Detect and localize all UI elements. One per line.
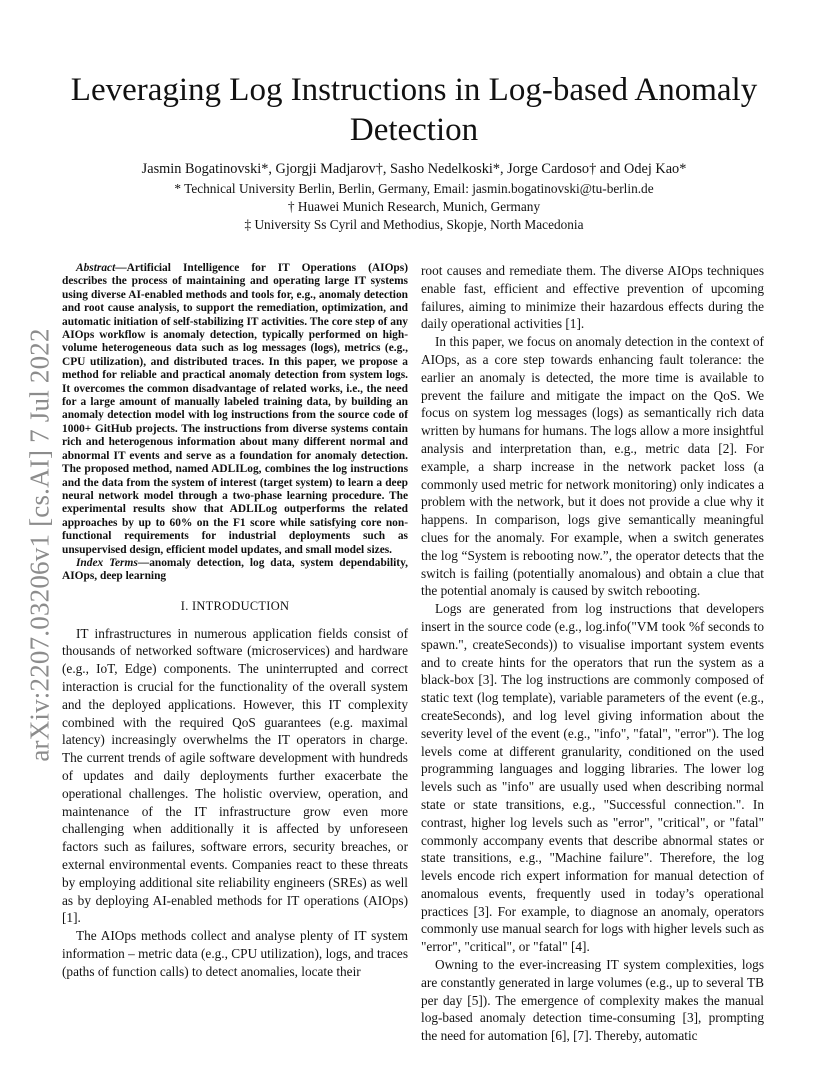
right-column (421, 262, 764, 1045)
arxiv-identifier-text: arXiv:2207.03206v1 [cs.AI] 7 Jul 2022 (24, 328, 55, 762)
abstract-text: —Artificial Intelligence for IT Operations (AIOps) describes the process of maintaining and operating large IT systems using diverse AI-enabled methods and tools for, e.g., anomaly detection and root cause analysis, to support the remediation, optimization, and automatic initiation of self-stabilizing IT activities. The core step of any AIOps workflow is anomaly detection, typically performed on high-volume heterogeneous data such as log messages (logs), metrics (e.g., CPU utilization), and distributed traces. In this paper, we propose a method for reliable and practical anomaly detection from system logs. It overcomes the common disadvantage of related works, i.e., the need for a large amount of manually labeled training data, by building an anomaly detection model with log instructions from the source code of 1000+ GitHub projects. The instructions from diverse systems contain rich and heterogenous information about many different normal and abnormal IT events and serve as a foundation for anomaly detection. The proposed method, named ADLILog, combines the log instructions and the data from the system of interest (target system) to learn a deep neural network model through a two-phase learning procedure. The experimental results show that ADLILog outperforms the related approaches by up to 60% on the F1 score while satisfying core non-functional requirements for industrial deployments such as unsupervised design, efficient model updates, and small model sizes. (62, 262, 408, 556)
author-names: Jasmin Bogatinovski*, Gjorgji Madjarov†, Sasho Nedelkoski*, Jorge Cardoso† and Odej Kao* (141, 161, 687, 177)
author-block (40, 161, 788, 234)
section-heading-introduction: I. INTRODUCTION (180, 598, 290, 613)
paragraph: The AIOps methods collect and analyse plenty of IT system information – metric data (e.g., CPU utilization), logs, and traces (paths of function calls) to detect anomalies, locate their (62, 928, 408, 979)
index-terms-label: Index Terms (76, 556, 138, 569)
affiliation-huawei: † Huawei Munich Research, Munich, Germany (287, 199, 541, 214)
paragraph: In this paper, we focus on anomaly detection in the context of AIOps, as a core step towards enhancing fault tolerance: the earlier an anomaly is detected, the more time is available to prevent the failure and mitigate the impact on the QoS. We focus on system log messages (logs) as semantically rich data written by humans for humans. The logs allow a more insightful analysis and interpretation than, e.g., metric data [2]. For example, a sharp increase in the network packet loss (a commonly used metric for network monitoring) only indicates a problem with the network, but it does not provide a clue why it happens. In comparison, logs give semantically meaningful clues for the anomaly. For example, when a switch generates the log “System is rebooting now.”, the operator detects that the switch is failing (potentially anomalous) and obtain a clue that the potential anomaly is caused by switch rebooting. (421, 334, 764, 599)
index-terms (62, 557, 408, 584)
paper-title: Leveraging Log Instructions in Log-based Anomaly Detection (70, 72, 758, 148)
paragraph: root causes and remediate them. The diverse AIOps techniques enable fast, efficient and effective prevention of upcoming failures, aiming to minimize their hazardous effects during the daily operational activities [1]. (421, 263, 764, 332)
paragraph: Owning to the ever-increasing IT system complexities, logs are constantly generated in large volumes (e.g., up to several TB per day [5]). The emergence of complexity makes the manual log-based anomaly detection time-consuming [3], prompting the need for automation [6], [7]. Thereby, automatic (421, 957, 764, 1044)
left-column (62, 262, 408, 980)
affiliation-tu-berlin: * Technical University Berlin, Berlin, Germany, Email: jasmin.bogatinovski@tu-berlin.de (174, 181, 654, 196)
index-terms-text: —anomaly detection, log data, system dependability, AIOps, deep learning (62, 556, 408, 583)
arxiv-identifier (20, 310, 60, 780)
paragraph: IT infrastructures in numerous application fields consist of thousands of networked software (microservices) and hardware (e.g., IoT, Edge) components. The uninterrupted and correct interaction is crucial for the functionality of the overall system and the deployed applications. However, this IT complexity combined with the required QoS guarantees (e.g. maximal latency) increasingly overwhelms the IT operators in charge. The current trends of agile software development with hundreds of updates and daily deployments further exacerbate the operational challenges. The holistic overview, operation, and maintenance of the IT infrastructure grow even more challenging when additionally it is affected by unforeseen factors such as failures, software errors, security breaches, or external environmental events. Companies react to these threats by employing additional site reliability engineers (SREs) as well as by deploying AI-enabled methods for IT operations (AIOps) [1]. (62, 625, 408, 926)
abstract-label: Abstract (76, 262, 116, 274)
abstract (62, 262, 408, 557)
affiliation-ss-cyril: ‡ University Ss Cyril and Methodius, Skopje, North Macedonia (244, 217, 584, 232)
paragraph: Logs are generated from log instructions that developers insert in the source code (e.g., log.info("VM took %f seconds to spawn.", createSeconds)) to visualise important system events and to create hints for the operators that run the system as a black-box [3]. The log instructions are commonly composed of static text (log template), variable parameters of the event (e.g., createSeconds), and log level giving information about the severity level of the event (e.g., "info", "fatal", "error"). The log levels come at different granularity, conditioned on the used programming languages and logging libraries. The lower log levels such as "info" are usually used when describing normal state or state transitions, e.g., "Successful connection.". In contrast, higher log levels such as "error", "critical", or "fatal" commonly accompany events that describe abnormal states or state transitions, e.g., "Machine failure". Therefore, the log levels encode rich expert information for manual detection of anomalous events, frequently used in today’s operational practices [3]. For example, to diagnose an anomaly, operators commonly use manual search for logs with higher levels such as "error", "critical", or "fatal" [4]. (421, 601, 764, 955)
